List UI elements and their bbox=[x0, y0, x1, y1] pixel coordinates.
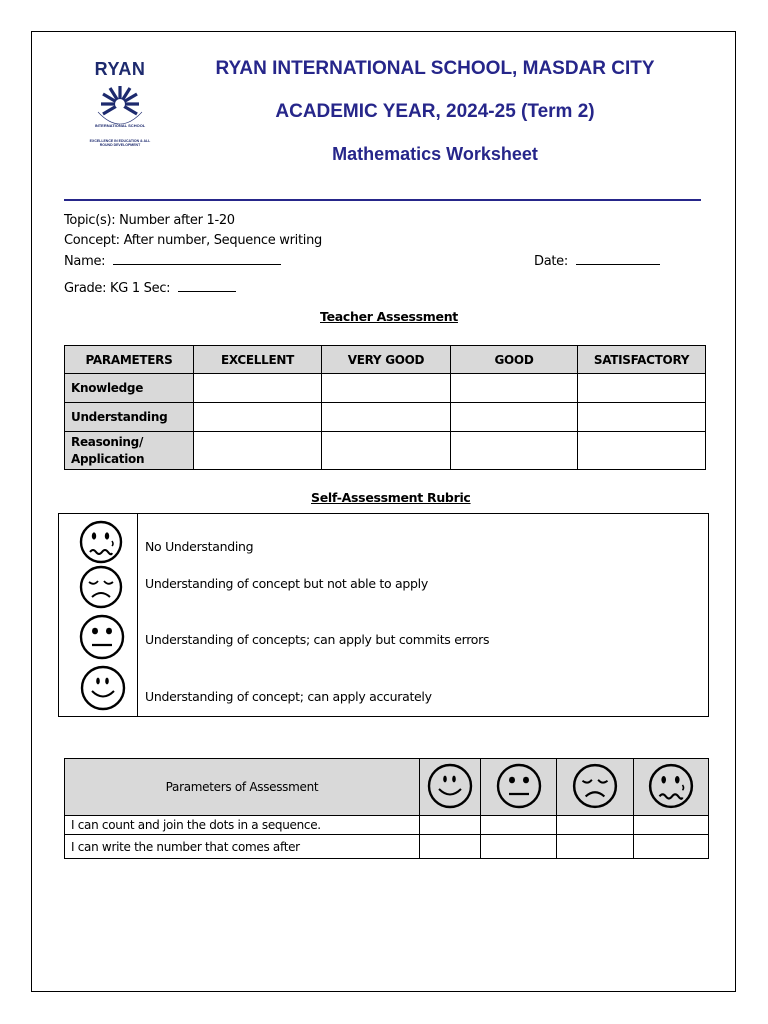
table-cell[interactable] bbox=[634, 835, 709, 859]
sad-face-icon bbox=[78, 564, 124, 610]
name-label: Name: bbox=[64, 254, 106, 269]
row-label-understanding: Understanding bbox=[65, 403, 194, 432]
neutral-face-icon bbox=[78, 613, 126, 661]
table-row bbox=[65, 835, 709, 859]
date-row bbox=[534, 253, 660, 269]
concept-line: Concept: After number, Sequence writing bbox=[64, 233, 322, 248]
table-row bbox=[65, 374, 706, 403]
rubric-box bbox=[58, 513, 709, 717]
worksheet-title: Mathematics Worksheet bbox=[332, 144, 538, 164]
section-field[interactable] bbox=[178, 280, 236, 292]
col-satisfactory: SATISFACTORY bbox=[578, 346, 706, 374]
svg-text:INTERNATIONAL SCHOOL: INTERNATIONAL SCHOOL bbox=[94, 123, 146, 128]
rubric-text-1: No Understanding bbox=[145, 539, 254, 554]
col-excellent: EXCELLENT bbox=[194, 346, 322, 374]
col-very-good: VERY GOOD bbox=[322, 346, 451, 374]
name-field[interactable] bbox=[113, 253, 281, 265]
table-cell[interactable] bbox=[481, 816, 557, 835]
table-cell[interactable] bbox=[322, 374, 451, 403]
smiley-face-icon bbox=[79, 664, 127, 712]
table-cell[interactable] bbox=[557, 835, 634, 859]
header-smiley bbox=[420, 759, 481, 816]
table-row bbox=[65, 432, 706, 470]
parameter-text-1: I can count and join the dots in a sequence. bbox=[65, 816, 420, 835]
row-label-reasoning: Reasoning/ Application bbox=[65, 432, 194, 470]
parameter-text-2: I can write the number that comes after bbox=[65, 835, 420, 859]
grade-row bbox=[64, 280, 236, 296]
table-cell[interactable] bbox=[634, 816, 709, 835]
header-divider bbox=[64, 199, 701, 201]
table-cell[interactable] bbox=[451, 432, 578, 470]
table-row bbox=[65, 403, 706, 432]
self-assessment-title: Self-Assessment Rubric bbox=[311, 490, 471, 505]
table-cell[interactable] bbox=[578, 374, 706, 403]
table-cell[interactable] bbox=[322, 403, 451, 432]
table-cell[interactable] bbox=[578, 432, 706, 470]
logo-wordmark: RYAN bbox=[94, 59, 146, 79]
rubric-text-2: Understanding of concept but not able to apply bbox=[145, 576, 428, 591]
date-field[interactable] bbox=[576, 253, 660, 265]
neutral-face-icon bbox=[495, 762, 543, 810]
parameters-header: Parameters of Assessment bbox=[65, 759, 420, 816]
table-cell[interactable] bbox=[420, 816, 481, 835]
worried-face-icon bbox=[647, 762, 695, 810]
academic-year: ACADEMIC YEAR, 2024-25 (Term 2) bbox=[275, 101, 595, 122]
table-row bbox=[65, 816, 709, 835]
rubric-text-4: Understanding of concept; can apply accurately bbox=[145, 689, 432, 704]
grade-label: Grade: KG 1 Sec: bbox=[64, 281, 171, 296]
row-label-knowledge: Knowledge bbox=[65, 374, 194, 403]
school-logo bbox=[86, 60, 154, 152]
name-row bbox=[64, 253, 281, 269]
table-cell[interactable] bbox=[322, 432, 451, 470]
header-sad bbox=[557, 759, 634, 816]
table-cell[interactable] bbox=[194, 374, 322, 403]
date-label: Date: bbox=[534, 254, 568, 269]
sunburst-logo-icon bbox=[90, 78, 150, 134]
teacher-assessment-table bbox=[64, 345, 706, 470]
rubric-divider bbox=[137, 514, 138, 716]
col-parameters: PARAMETERS bbox=[65, 346, 194, 374]
table-cell[interactable] bbox=[557, 816, 634, 835]
table-header-row bbox=[65, 346, 706, 374]
parameters-table bbox=[64, 758, 709, 859]
worried-face-icon bbox=[78, 519, 124, 565]
table-cell[interactable] bbox=[420, 835, 481, 859]
table-cell[interactable] bbox=[481, 835, 557, 859]
topic-line: Topic(s): Number after 1-20 bbox=[64, 213, 235, 228]
smiley-face-icon bbox=[426, 762, 474, 810]
col-good: GOOD bbox=[451, 346, 578, 374]
table-cell[interactable] bbox=[194, 403, 322, 432]
parameters-header-row bbox=[65, 759, 709, 816]
table-cell[interactable] bbox=[194, 432, 322, 470]
logo-motto: EXCELLENCE IN EDUCATION & ALL ROUND DEVELOPMENT bbox=[89, 139, 151, 147]
header-worried bbox=[634, 759, 709, 816]
teacher-assessment-title: Teacher Assessment bbox=[320, 309, 458, 324]
header-neutral bbox=[481, 759, 557, 816]
school-title: RYAN INTERNATIONAL SCHOOL, MASDAR CITY bbox=[215, 58, 655, 79]
rubric-text-3: Understanding of concepts; can apply but commits errors bbox=[145, 632, 490, 647]
table-cell[interactable] bbox=[451, 403, 578, 432]
table-cell[interactable] bbox=[451, 374, 578, 403]
table-cell[interactable] bbox=[578, 403, 706, 432]
sad-face-icon bbox=[571, 762, 619, 810]
